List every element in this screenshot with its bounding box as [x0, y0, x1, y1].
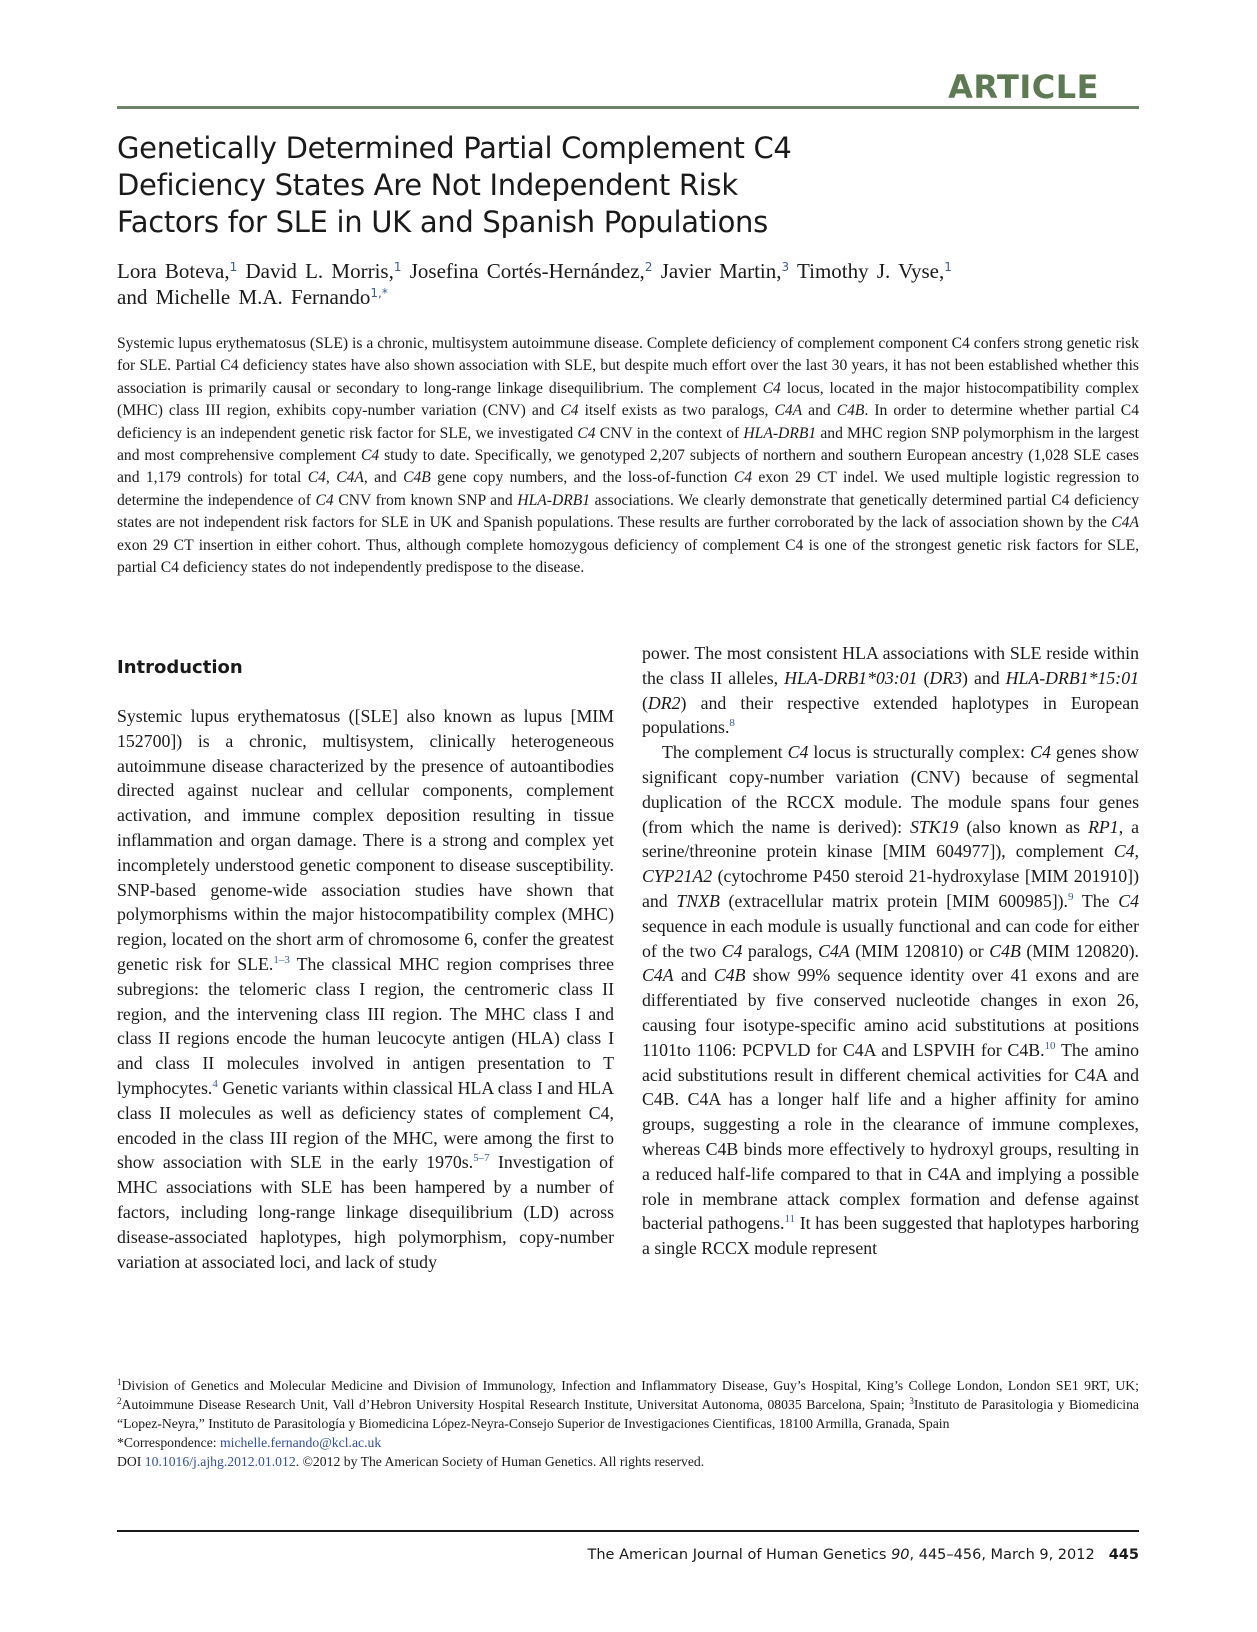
body-paragraph: power. The most consistent HLA associations with SLE reside within the class II alleles, HLA-DRB1*03:01 (DR3) and HLA-DRB1*15:01 (DR2) and their respective extended haplotypes in European populations.$^8$ [642, 643, 1139, 738]
doi-link[interactable]: 10.1016/j.ajhg.2012.01.012 [144, 1454, 296, 1469]
affiliation-marker[interactable]: 1 [393, 260, 402, 274]
reference-link[interactable]: 5–7 [473, 1152, 490, 1165]
body-column-left [117, 704, 614, 1274]
author-name: Josefina Cortés-Hernández, [409, 259, 645, 283]
author-name: Timothy J. Vyse, [797, 259, 945, 283]
journal-name: The American Journal of Human Genetics [587, 1547, 892, 1563]
reference-link[interactable]: 11 [784, 1213, 796, 1226]
affiliations-text: $^1$Division of Genetics and Molecular Medicine and Division of Immunology, Infection and Inflammatory Disease, Guy’s Hospital, King’s College London, London SE1 9RT, UK; $^2$Autoimmune Disease Research Unit, Vall d’Hebron University Hospital Research Institute, Universitat Autonoma, 08035 Barcelona, Spain; $^3$Instituto de Parasitologia y Biomedicina “Lopez-Neyra,” Instituto de Parasitología y Biomedicina López-Neyra-Consejo Superior de Investigaciones Cientificas, 18100 Armilla, Granada, Spain [117, 1377, 1139, 1431]
affiliation-marker[interactable]: 1,* [370, 286, 388, 300]
reference-link[interactable]: 4 [212, 1077, 218, 1090]
affiliation-marker[interactable]: 2 [644, 260, 653, 274]
affiliation-marker[interactable]: 3 [781, 260, 790, 274]
header-rule [117, 106, 1139, 109]
correspondence-email-link[interactable]: michelle.fernando@kcl.ac.uk [220, 1435, 382, 1450]
journal-citation-footer [588, 1545, 1140, 1565]
reference-link[interactable]: 10 [1044, 1039, 1056, 1052]
body-paragraph: The complement C4 locus is structurally complex: C4 genes show significant copy-number variation (CNV) because of segmental duplication of the RCCX module. The module spans four genes (from which the name is derived): STK19 (also known as RP1, a serine/threonine protein kinase [MIM 604977]), complement C4, CYP21A2 (cytochrome P450 steroid 21-hydroxylase [MIM 201910]) and TNXB (extracellular matrix protein [MIM 600985]).$^9$ The C4 sequence in each module is usually functional and can code for either of the two C4 paralogs, C4A (MIM 120810) or C4B (MIM 120820). C4A and C4B show 99% sequence identity over 41 exons and are differentiated by five conserved nucleotide changes in exon 26, causing four isotype-specific amino acid substitutions at positions 1101to 1106: PCPVLD for C4A and LSPVIH for C4B.$^{10}$ The amino acid substitutions result in different chemical activities for C4A and C4B. C4A has a longer half life and a higher affinity for amino groups, suggesting a role in the clearance of immune complexes, whereas C4B binds more effectively to hydroxyl groups, resulting in a reduced half-life compared to that in C4A and implying a possible role in membrane attack complex formation and defense against bacterial pathogens.$^{11}$ It has been suggested that haplotypes harboring a single RCCX module represent [642, 742, 1139, 1259]
footer-rule [117, 1530, 1139, 1532]
title-line: Deficiency States Are Not Independent Risk [117, 168, 738, 202]
doi-line: DOI 10.1016/j.ajhg.2012.01.012. ©2012 by The American Society of Human Genetics. All rights reserved. [117, 1454, 705, 1469]
author-name: Javier Martin, [660, 259, 782, 283]
author-line [117, 258, 1139, 284]
reference-link[interactable]: 9 [1068, 890, 1074, 903]
journal-volume: 90 [891, 1547, 910, 1563]
correspondence-line: *Correspondence: michelle.fernando@kcl.ac.uk [117, 1435, 382, 1450]
article-title [117, 130, 937, 241]
author-list [117, 258, 1139, 310]
journal-pages-date: , 445–456, March 9, 2012 [909, 1547, 1095, 1563]
author-name: David L. Morris, [245, 259, 394, 283]
title-line: Factors for SLE in UK and Spanish Populations [117, 205, 768, 239]
author-line [117, 284, 1139, 310]
affiliation-footnotes [117, 1376, 1139, 1471]
page-number: 445 [1108, 1547, 1139, 1563]
affiliation-marker[interactable]: 1 [944, 260, 952, 274]
abstract [117, 333, 1139, 579]
article-type-label: ARTICLE [948, 68, 1099, 106]
body-column-right [642, 641, 1139, 1261]
affiliation-marker[interactable]: 1 [229, 260, 238, 274]
author-name: Lora Boteva, [117, 259, 230, 283]
section-heading-introduction: Introduction [117, 657, 243, 678]
abstract-text: Systemic lupus erythematosus (SLE) is a chronic, multisystem autoimmune disease. Complete deficiency of complement component C4 confers strong genetic risk for SLE. Partial C4 deficiency states have also shown association with SLE, but despite much effort over the last 30 years, it has not been established whether this association is primarily causal or secondary to long-range linkage disequilibrium. The complement C4 locus, located in the major histocompatibility complex (MHC) class III region, exhibits copy-number variation (CNV) and C4 itself exists as two paralogs, C4A and C4B. In order to determine whether partial C4 deficiency is an independent genetic risk factor for SLE, we investigated C4 CNV in the context of HLA-DRB1 and MHC region SNP polymorphism in the largest and most comprehensive complement C4 study to date. Specifically, we genotyped 2,207 subjects of northern and southern European ancestry (1,028 SLE cases and 1,179 controls) for total C4, C4A, and C4B gene copy numbers, and the loss-of-function C4 exon 29 CT indel. We used multiple logistic regression to determine the independence of C4 CNV from known SNP and HLA-DRB1 associations. We clearly demonstrate that genetically determined partial C4 deficiency states are not independent risk factors for SLE in UK and Spanish populations. These results are further corroborated by the lack of association shown by the C4A exon 29 CT insertion in either cohort. Thus, although complete homozygous deficiency of complement C4 is one of the strongest genetic risk factors for SLE, partial C4 deficiency states do not independently predispose to the disease. [117, 335, 1140, 577]
title-line: Genetically Determined Partial Complement C4 [117, 131, 792, 165]
reference-link[interactable]: 8 [729, 717, 735, 730]
body-paragraph: Systemic lupus erythematosus ([SLE] also known as lupus [MIM 152700]) is a chronic, multisystem, clinically heterogeneous autoimmune disease characterized by the presence of autoantibodies directed against nuclear and cellular components, complement activation, and immune complex deposition resulting in tissue inflammation and organ damage. There is a strong and complex yet incompletely understood genetic component to disease susceptibility. SNP-based genome-wide association studies have shown that polymorphisms within the major histocompatibility complex (MHC) region, located on the short arm of chromosome 6, confer the greatest genetic risk for SLE.$^{1-3}$ The classical MHC region comprises three subregions: the telomeric class I region, the centromeric class II region, and the intervening class III region. The MHC class I and class II regions encode the human leucocyte antigen (HLA) class I and class II molecules involved in antigen presentation to T lymphocytes.$^4$ Genetic variants within classical HLA class I and HLA class II molecules as well as deficiency states of complement C4, encoded in the class III region of the MHC, were among the first to show association with SLE in the early 1970s.$^{5-7}$ Investigation of MHC associations with SLE has been hampered by a number of factors, including long-range linkage disequilibrium (LD) across disease-associated haplotypes, high polymorphism, copy-number variation at associated loci, and lack of study [117, 706, 614, 1272]
author-name: and Michelle M.A. Fernando [117, 285, 371, 309]
reference-link[interactable]: 1–3 [273, 953, 290, 966]
